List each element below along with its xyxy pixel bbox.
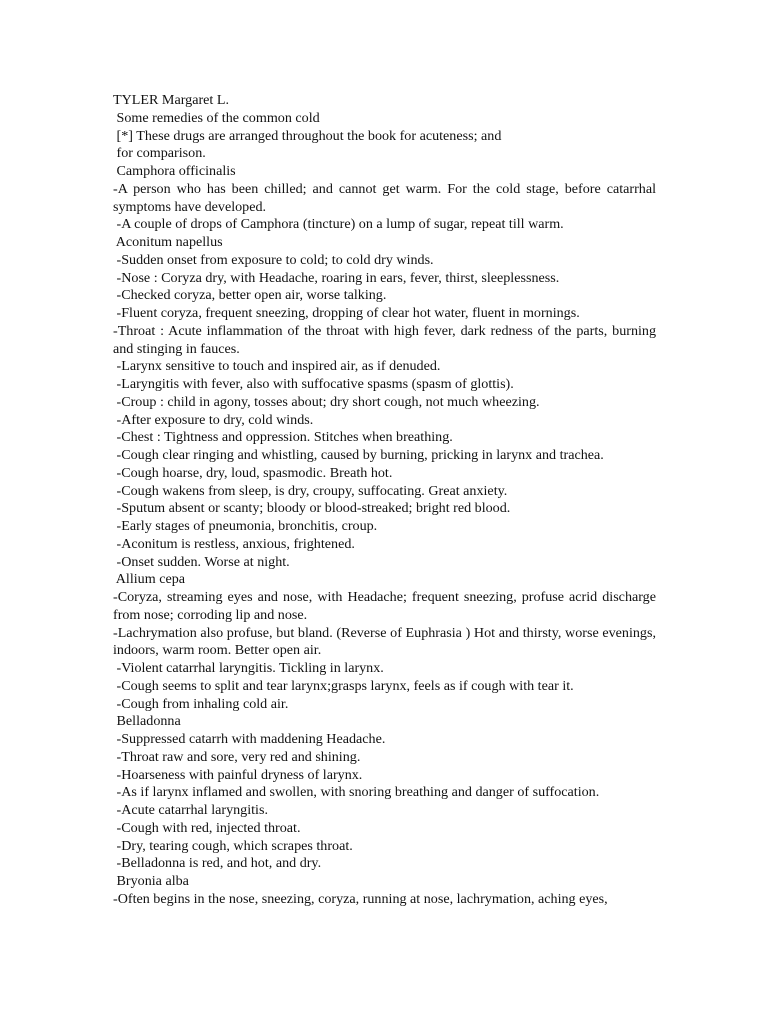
note-line: [*] These drugs are arranged throughout the book for acuteness; and [113,127,502,144]
remedy-heading-belladonna: Belladonna [113,713,181,730]
symptom-entry: -A couple of drops of Camphora (tincture) on a lump of sugar, repeat till warm. [113,216,564,233]
symptom-entry: -Acute catarrhal laryngitis. [113,802,268,818]
symptom-entry: -Violent catarrhal laryngitis. Tickling in larynx. [113,660,384,676]
symptom-entry: -Sudden onset from exposure to cold; to cold dry winds. [113,251,434,268]
document-title: Some remedies of the common cold [113,109,320,126]
symptom-entry: -Nose : Coryza dry, with Headache, roaring in ears, fever, thirst, sleeplessness. [113,269,560,286]
symptom-entry: -Hoarseness with painful dryness of larynx. [113,766,363,783]
symptom-entry: -As if larynx inflamed and swollen, with snoring breathing and danger of suffocation. [113,784,600,801]
note-line: for comparison. [113,145,206,162]
remedy-heading-allium: Allium cepa [113,571,186,588]
symptom-entry: -Checked coryza, better open air, worse talking. [113,287,387,304]
symptom-entry: -Fluent coryza, frequent sneezing, dropping of clear hot water, fluent in mornings. [113,305,580,321]
symptom-entry: -Sputum absent or scanty; bloody or blood-streaked; bright red blood. [113,500,511,517]
document-page [113,92,656,909]
symptom-entry: -Suppressed catarrh with maddening Headache. [113,731,386,747]
remedy-list [113,163,656,909]
symptom-entry: -Cough with red, injected throat. [113,819,301,836]
symptom-entry: -Cough seems to split and tear larynx;grasps larynx, feels as if cough with tear it. [113,677,574,694]
symptom-entry: -Larynx sensitive to touch and inspired air, as if denuded. [113,358,441,375]
symptom-entry: -Cough wakens from sleep, is dry, croupy, suffocating. Great anxiety. [113,482,508,499]
symptom-entry: -After exposure to dry, cold winds. [113,411,314,428]
symptom-entry: -Cough clear ringing and whistling, caused by burning, pricking in larynx and trachea. [113,447,604,463]
symptom-entry: -Lachrymation also profuse, but bland. (Reverse of Euphrasia ) Hot and thirsty, worse evenings, indoors, warm room. Better open air. [113,624,656,659]
symptom-entry: -Chest : Tightness and oppression. Stitches when breathing. [113,429,453,446]
symptom-entry: -Aconitum is restless, anxious, frightened. [113,535,355,552]
symptom-entry: -Belladonna is red, and hot, and dry. [113,855,322,872]
symptom-entry: -Coryza, streaming eyes and nose, with Headache; frequent sneezing, profuse acrid discharge from nose; corroding lip and nose. [113,589,656,623]
remedy-heading-aconitum: Aconitum napellus [113,234,223,250]
symptom-entry: -Cough hoarse, dry, loud, spasmodic. Breath hot. [113,464,393,481]
symptom-entry: -Dry, tearing cough, which scrapes throat. [113,837,353,854]
symptom-entry: -Laryngitis with fever, also with suffocative spasms (spasm of glottis). [113,376,514,392]
symptom-entry: -Cough from inhaling cold air. [113,695,289,712]
symptom-entry: -A person who has been chilled; and cannot get warm. For the cold stage, before catarrhal symptoms have developed. [113,180,656,215]
symptom-entry: -Often begins in the nose, sneezing, coryza, running at nose, lachrymation, aching eyes, [113,890,608,907]
symptom-entry: -Throat : Acute inflammation of the throat with high fever, dark redness of the parts, burning and stinging in fauces. [113,322,656,357]
remedy-heading-bryonia: Bryonia alba [113,873,189,889]
symptom-entry: -Croup : child in agony, tosses about; dry short cough, not much wheezing. [113,393,540,410]
symptom-entry: -Onset sudden. Worse at night. [113,553,290,570]
author-line: TYLER Margaret L. [113,92,229,108]
remedy-heading-camphora: Camphora officinalis [113,163,236,179]
symptom-entry: -Early stages of pneumonia, bronchitis, croup. [113,518,378,534]
symptom-entry: -Throat raw and sore, very red and shining. [113,748,361,765]
